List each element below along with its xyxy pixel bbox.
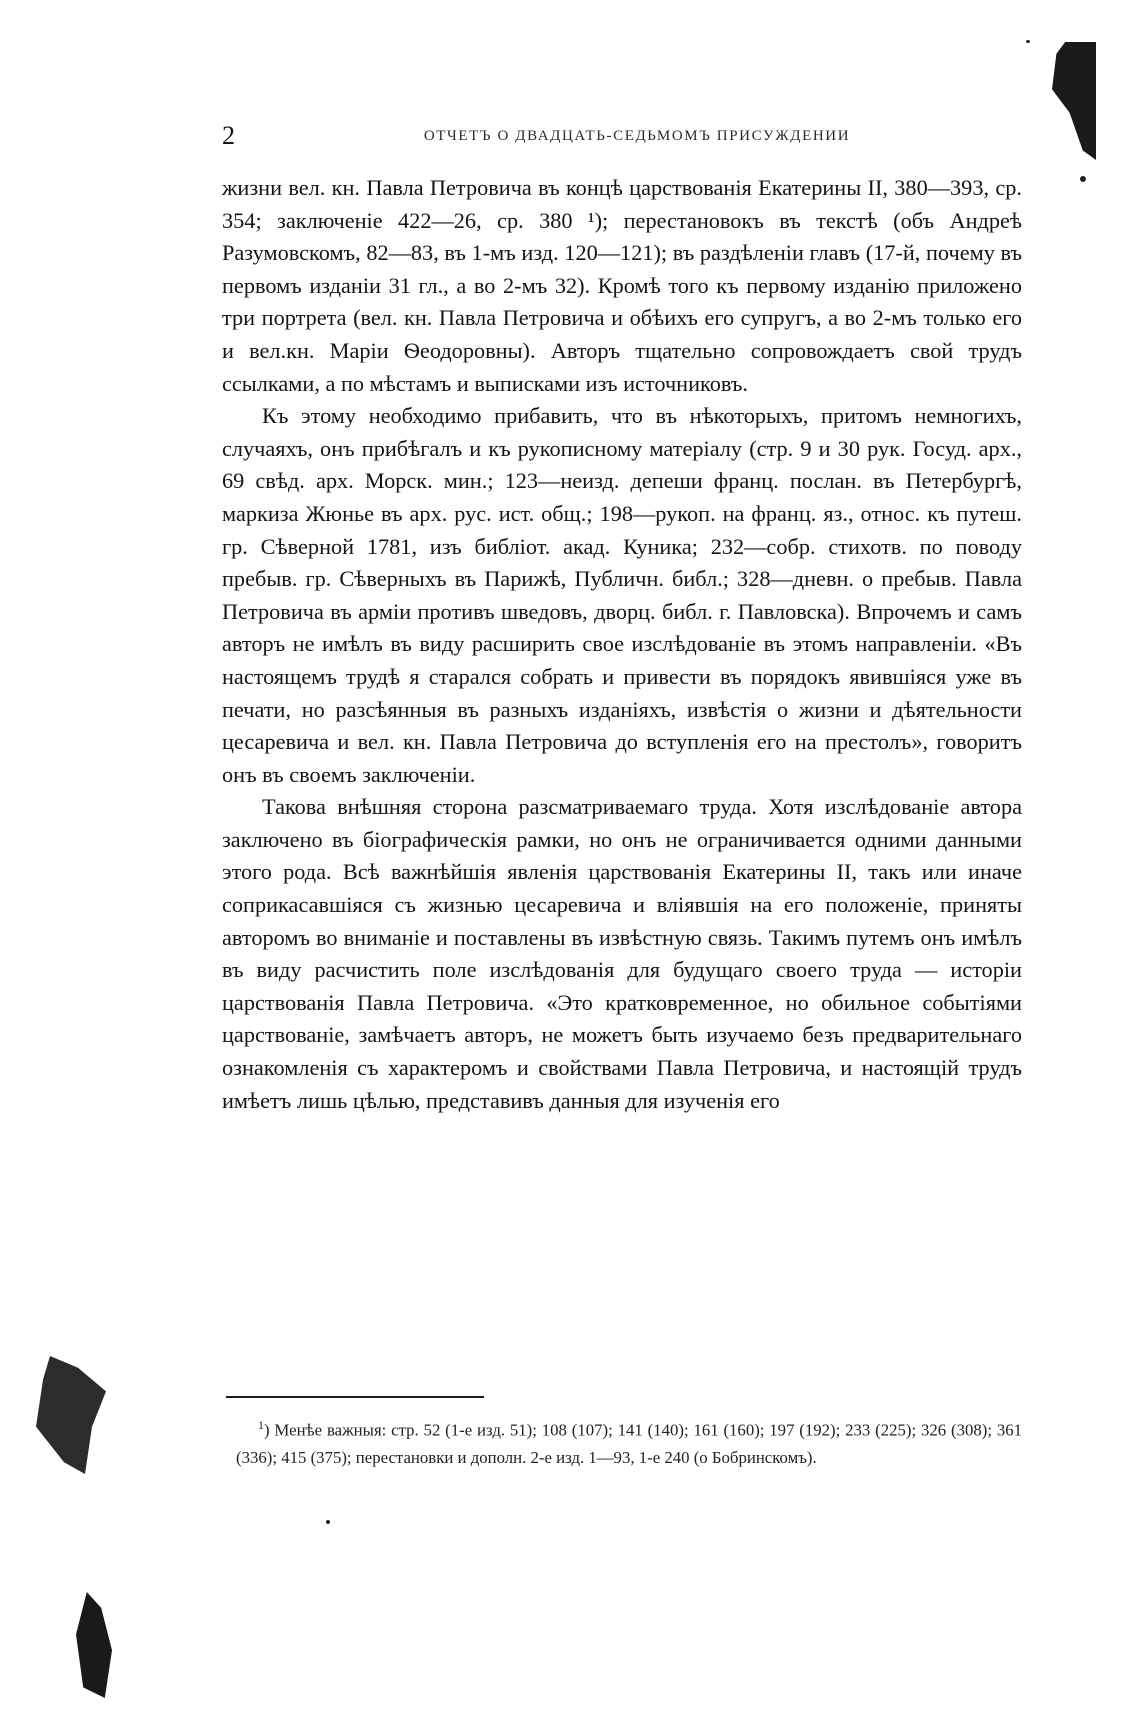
paragraph: жизни вел. кн. Павла Петровича въ концѣ царствованія Екатерины II, 380—393, ср. 354; заключеніе 422—26, ср. 380 ¹); перестановокъ въ текстѣ (объ Андреѣ Разумовскомъ, 82—83, въ 1-мъ изд. 120—121); въ раздѣленіи главъ (17-й, почему въ первомъ изданіи 31 гл., а во 2-мъ 32). Кромѣ того къ первому изданію приложено три портрета (вел. кн. Павла Петровича и обѣихъ его супругъ, а во 2-мъ только его и вел.кн. Маріи Ѳеодоровны). Авторъ тщательно сопровождаетъ свой трудъ ссылками, а по мѣстамъ и выписками изъ источниковъ. [222, 175, 1022, 396]
footnote-marker: 1 [258, 1418, 264, 1432]
scan-artifact [36, 1356, 106, 1474]
body-text [222, 172, 1022, 1117]
scan-artifact [1052, 42, 1096, 160]
footnote [236, 1412, 1022, 1471]
running-title: ОТЧЕТЪ О ДВАДЦАТЬ-СЕДЬМОМЪ ПРИСУЖДЕНИИ [423, 128, 851, 144]
scan-speck [1080, 176, 1086, 182]
scan-artifact [76, 1592, 112, 1698]
footnote-text: ) Менѣе важныя: стр. 52 (1-е изд. 51); 108 (107); 141 (140); 161 (160); 197 (192); 233 (225); 326 (308); 361 (336); 415 (375); перестановки и дополн. 2-е изд. 1—93, 1-е 240 (о Бобринскомъ). [236, 1420, 1022, 1467]
paragraph: Къ этому необходимо прибавить, что въ нѣкоторыхъ, притомъ немногихъ, случаяхъ, онъ прибѣгалъ и къ рукописному матеріалу (стр. 9 и 30 рук. Госуд. арх., 69 свѣд. арх. Морск. мин.; 123—неизд. депеши франц. послан. въ Петербургѣ, маркиза Жюнье въ арх. рус. ист. общ.; 198—рукоп. на франц. яз., относ. къ путеш. гр. Сѣверной 1781, изъ библіот. акад. Куника; 232—собр. стихотв. по поводу пребыв. гр. Сѣверныхъ въ Парижѣ, Публичн. библ.; 328—дневн. о пребыв. Павла Петровича въ арміи противъ шведовъ, дворц. библ. г. Павловска). Впрочемъ и самъ авторъ не имѣлъ въ виду расширить свое изслѣдованіе въ этомъ направленіи. «Въ настоящемъ трудѣ я старался собрать и привести въ порядокъ явившіяся уже въ печати, но разсѣянныя въ разныхъ изданіяхъ, извѣстія о жизни и дѣятельности цесаревича и вел. кн. Павла Петровича до вступленія его на престолъ», говоритъ онъ въ своемъ заключеніи. [222, 403, 1022, 787]
paragraph: Такова внѣшняя сторона разсматриваемаго труда. Хотя изслѣдованіе автора заключено въ біографическія рамки, но онъ не ограничивается одними данными этого рода. Всѣ важнѣйшія явленія царствованія Екатерины II, такъ или иначе соприкасавшіяся съ жизнью цесаревича и вліявшія на его положеніе, приняты авторомъ во вниманіе и поставлены въ извѣстную связь. Такимъ путемъ онъ имѣлъ въ виду расчистить поле изслѣдованія для будущаго своего труда — исторіи царствованія Павла Петровича. «Это кратковременное, но обильное событіями царствованіе, замѣчаетъ авторъ, не можетъ быть изучаемо безъ предварительнаго ознакомленія съ характеромъ и свойствами Павла Петровича, и настоящій трудъ имѣетъ лишь цѣлью, представивъ данныя для изученія его [222, 794, 1022, 1113]
page-header [222, 118, 1022, 154]
page-number: 2 [222, 121, 235, 150]
footnote-divider [226, 1396, 484, 1398]
scan-speck [1026, 40, 1030, 43]
scan-speck [326, 1520, 330, 1524]
